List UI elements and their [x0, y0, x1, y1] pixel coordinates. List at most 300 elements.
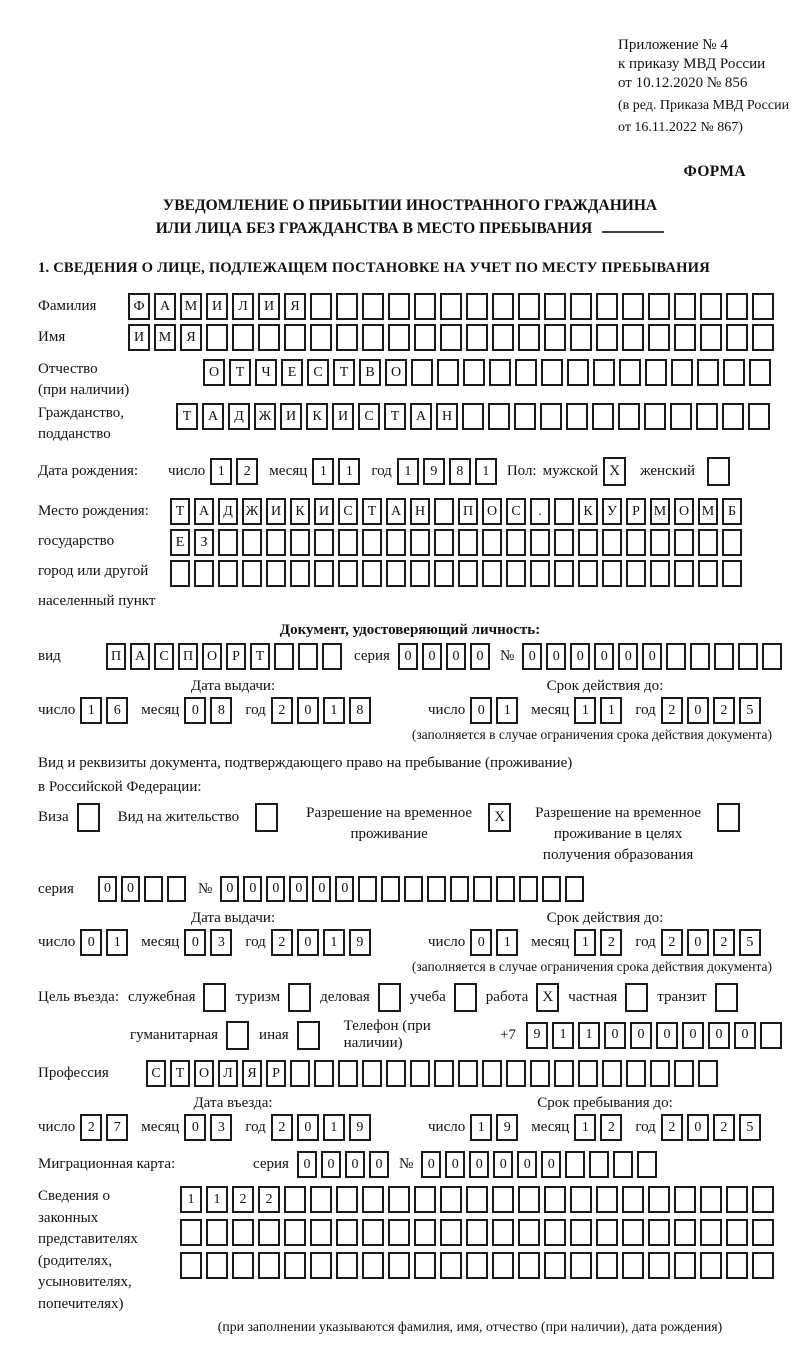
- char-cell[interactable]: [242, 560, 262, 587]
- char-cell[interactable]: М: [698, 498, 718, 525]
- char-cell[interactable]: [232, 324, 254, 351]
- char-cell[interactable]: [362, 1219, 384, 1246]
- char-cell[interactable]: [440, 1186, 462, 1213]
- char-cell[interactable]: [314, 1060, 334, 1087]
- char-cell[interactable]: Р: [226, 643, 246, 670]
- char-cell[interactable]: 0: [398, 643, 418, 670]
- char-cell[interactable]: [714, 643, 734, 670]
- char-cell[interactable]: Л: [218, 1060, 238, 1087]
- char-cell[interactable]: [565, 876, 584, 902]
- char-cell[interactable]: 1: [574, 1114, 596, 1141]
- char-cell[interactable]: 2: [80, 1114, 102, 1141]
- char-cell[interactable]: [613, 1151, 633, 1178]
- char-cell[interactable]: [578, 1060, 598, 1087]
- char-cell[interactable]: В: [359, 359, 381, 386]
- char-cell[interactable]: [496, 876, 515, 902]
- char-cell[interactable]: 2: [713, 929, 735, 956]
- char-cell[interactable]: 0: [369, 1151, 389, 1178]
- char-cell[interactable]: О: [203, 359, 225, 386]
- char-cell[interactable]: [618, 403, 640, 430]
- char-cell[interactable]: [362, 324, 384, 351]
- char-cell[interactable]: 0: [297, 1151, 317, 1178]
- char-cell[interactable]: 0: [470, 697, 492, 724]
- char-cell[interactable]: 0: [522, 643, 542, 670]
- char-cell[interactable]: [404, 876, 423, 902]
- char-cell[interactable]: [450, 876, 469, 902]
- char-cell[interactable]: [749, 359, 771, 386]
- char-cell[interactable]: [362, 560, 382, 587]
- char-cell[interactable]: 1: [323, 697, 345, 724]
- temp-residence-edu-checkbox[interactable]: [717, 803, 740, 832]
- char-cell[interactable]: Т: [170, 1060, 190, 1087]
- char-cell[interactable]: 0: [445, 1151, 465, 1178]
- char-cell[interactable]: [410, 560, 430, 587]
- char-cell[interactable]: 9: [496, 1114, 518, 1141]
- char-cell[interactable]: [258, 324, 280, 351]
- char-cell[interactable]: [648, 1252, 670, 1279]
- char-cell[interactable]: [314, 529, 334, 556]
- char-cell[interactable]: 1: [475, 458, 497, 485]
- char-cell[interactable]: [194, 560, 214, 587]
- char-cell[interactable]: П: [458, 498, 478, 525]
- char-cell[interactable]: И: [128, 324, 150, 351]
- char-cell[interactable]: [700, 324, 722, 351]
- gender-female-checkbox[interactable]: [707, 457, 730, 486]
- char-cell[interactable]: [284, 1219, 306, 1246]
- char-cell[interactable]: Е: [170, 529, 190, 556]
- char-cell[interactable]: [700, 1252, 722, 1279]
- char-cell[interactable]: 0: [470, 643, 490, 670]
- char-cell[interactable]: [626, 560, 646, 587]
- char-cell[interactable]: [473, 876, 492, 902]
- char-cell[interactable]: О: [194, 1060, 214, 1087]
- char-cell[interactable]: И: [206, 293, 228, 320]
- char-cell[interactable]: [388, 1186, 410, 1213]
- char-cell[interactable]: [338, 529, 358, 556]
- char-cell[interactable]: 8: [449, 458, 471, 485]
- char-cell[interactable]: 1: [338, 458, 360, 485]
- char-cell[interactable]: [674, 293, 696, 320]
- char-cell[interactable]: [554, 560, 574, 587]
- char-cell[interactable]: [492, 1219, 514, 1246]
- char-cell[interactable]: [144, 876, 163, 902]
- char-cell[interactable]: [410, 529, 430, 556]
- char-cell[interactable]: С: [307, 359, 329, 386]
- char-cell[interactable]: 0: [687, 697, 709, 724]
- char-cell[interactable]: [726, 324, 748, 351]
- char-cell[interactable]: [414, 293, 436, 320]
- char-cell[interactable]: 1: [210, 458, 232, 485]
- char-cell[interactable]: [544, 1252, 566, 1279]
- char-cell[interactable]: 0: [734, 1022, 756, 1049]
- char-cell[interactable]: 2: [713, 1114, 735, 1141]
- char-cell[interactable]: К: [306, 403, 328, 430]
- char-cell[interactable]: [554, 529, 574, 556]
- char-cell[interactable]: [206, 1219, 228, 1246]
- char-cell[interactable]: 1: [106, 929, 128, 956]
- char-cell[interactable]: 0: [570, 643, 590, 670]
- char-cell[interactable]: И: [332, 403, 354, 430]
- char-cell[interactable]: [463, 359, 485, 386]
- char-cell[interactable]: [388, 1219, 410, 1246]
- char-cell[interactable]: [434, 560, 454, 587]
- char-cell[interactable]: [723, 359, 745, 386]
- char-cell[interactable]: [722, 560, 742, 587]
- char-cell[interactable]: [298, 643, 318, 670]
- char-cell[interactable]: 3: [210, 1114, 232, 1141]
- char-cell[interactable]: А: [410, 403, 432, 430]
- char-cell[interactable]: [362, 293, 384, 320]
- char-cell[interactable]: 1: [578, 1022, 600, 1049]
- char-cell[interactable]: [666, 643, 686, 670]
- char-cell[interactable]: [310, 1186, 332, 1213]
- char-cell[interactable]: [570, 1219, 592, 1246]
- char-cell[interactable]: [488, 403, 510, 430]
- char-cell[interactable]: [386, 529, 406, 556]
- char-cell[interactable]: [386, 560, 406, 587]
- char-cell[interactable]: [362, 529, 382, 556]
- char-cell[interactable]: О: [482, 498, 502, 525]
- char-cell[interactable]: .: [530, 498, 550, 525]
- char-cell[interactable]: [180, 1219, 202, 1246]
- char-cell[interactable]: [434, 498, 454, 525]
- char-cell[interactable]: У: [602, 498, 622, 525]
- char-cell[interactable]: [458, 529, 478, 556]
- char-cell[interactable]: М: [154, 324, 176, 351]
- char-cell[interactable]: [752, 1252, 774, 1279]
- char-cell[interactable]: [458, 1060, 478, 1087]
- char-cell[interactable]: [722, 403, 744, 430]
- char-cell[interactable]: 9: [526, 1022, 548, 1049]
- char-cell[interactable]: [648, 324, 670, 351]
- char-cell[interactable]: [700, 1186, 722, 1213]
- char-cell[interactable]: [530, 560, 550, 587]
- char-cell[interactable]: [414, 1219, 436, 1246]
- char-cell[interactable]: [411, 359, 433, 386]
- char-cell[interactable]: [674, 529, 694, 556]
- char-cell[interactable]: З: [194, 529, 214, 556]
- char-cell[interactable]: [492, 293, 514, 320]
- char-cell[interactable]: [284, 324, 306, 351]
- char-cell[interactable]: [506, 1060, 526, 1087]
- char-cell[interactable]: Т: [250, 643, 270, 670]
- char-cell[interactable]: 0: [80, 929, 102, 956]
- char-cell[interactable]: Н: [410, 498, 430, 525]
- char-cell[interactable]: [427, 876, 446, 902]
- char-cell[interactable]: П: [178, 643, 198, 670]
- char-cell[interactable]: 0: [656, 1022, 678, 1049]
- char-cell[interactable]: [310, 1252, 332, 1279]
- char-cell[interactable]: [362, 1252, 384, 1279]
- char-cell[interactable]: 2: [236, 458, 258, 485]
- char-cell[interactable]: [596, 324, 618, 351]
- char-cell[interactable]: [738, 643, 758, 670]
- char-cell[interactable]: [644, 403, 666, 430]
- char-cell[interactable]: [697, 359, 719, 386]
- char-cell[interactable]: [762, 643, 782, 670]
- char-cell[interactable]: Ч: [255, 359, 277, 386]
- char-cell[interactable]: [596, 1186, 618, 1213]
- char-cell[interactable]: [648, 293, 670, 320]
- char-cell[interactable]: Т: [384, 403, 406, 430]
- char-cell[interactable]: [544, 1219, 566, 1246]
- char-cell[interactable]: 9: [349, 929, 371, 956]
- char-cell[interactable]: [338, 560, 358, 587]
- char-cell[interactable]: 6: [106, 697, 128, 724]
- char-cell[interactable]: [648, 1186, 670, 1213]
- char-cell[interactable]: [437, 359, 459, 386]
- char-cell[interactable]: [388, 293, 410, 320]
- char-cell[interactable]: 1: [323, 929, 345, 956]
- char-cell[interactable]: [650, 529, 670, 556]
- char-cell[interactable]: [698, 1060, 718, 1087]
- char-cell[interactable]: [434, 1060, 454, 1087]
- char-cell[interactable]: [726, 1252, 748, 1279]
- char-cell[interactable]: 1: [312, 458, 334, 485]
- char-cell[interactable]: [544, 324, 566, 351]
- char-cell[interactable]: [596, 1252, 618, 1279]
- char-cell[interactable]: [381, 876, 400, 902]
- char-cell[interactable]: [565, 1151, 585, 1178]
- char-cell[interactable]: 5: [739, 929, 761, 956]
- char-cell[interactable]: 8: [349, 697, 371, 724]
- char-cell[interactable]: [650, 560, 670, 587]
- char-cell[interactable]: [554, 498, 574, 525]
- char-cell[interactable]: П: [106, 643, 126, 670]
- char-cell[interactable]: Л: [232, 293, 254, 320]
- char-cell[interactable]: Я: [242, 1060, 262, 1087]
- char-cell[interactable]: [232, 1252, 254, 1279]
- char-cell[interactable]: 0: [289, 876, 308, 902]
- char-cell[interactable]: 1: [323, 1114, 345, 1141]
- char-cell[interactable]: 0: [297, 929, 319, 956]
- char-cell[interactable]: 1: [496, 697, 518, 724]
- char-cell[interactable]: [698, 560, 718, 587]
- char-cell[interactable]: Т: [333, 359, 355, 386]
- char-cell[interactable]: [336, 293, 358, 320]
- char-cell[interactable]: Я: [284, 293, 306, 320]
- char-cell[interactable]: 2: [271, 1114, 293, 1141]
- char-cell[interactable]: [540, 403, 562, 430]
- char-cell[interactable]: [242, 529, 262, 556]
- char-cell[interactable]: [258, 1252, 280, 1279]
- char-cell[interactable]: [466, 1186, 488, 1213]
- char-cell[interactable]: [266, 529, 286, 556]
- char-cell[interactable]: [602, 560, 622, 587]
- char-cell[interactable]: 1: [552, 1022, 574, 1049]
- char-cell[interactable]: [602, 1060, 622, 1087]
- char-cell[interactable]: [519, 876, 538, 902]
- char-cell[interactable]: 1: [574, 929, 596, 956]
- char-cell[interactable]: [592, 403, 614, 430]
- char-cell[interactable]: [518, 1219, 540, 1246]
- char-cell[interactable]: [410, 1060, 430, 1087]
- char-cell[interactable]: С: [506, 498, 526, 525]
- char-cell[interactable]: 2: [271, 929, 293, 956]
- char-cell[interactable]: [570, 324, 592, 351]
- char-cell[interactable]: Т: [362, 498, 382, 525]
- char-cell[interactable]: [515, 359, 537, 386]
- char-cell[interactable]: 9: [349, 1114, 371, 1141]
- char-cell[interactable]: 2: [271, 697, 293, 724]
- char-cell[interactable]: О: [202, 643, 222, 670]
- char-cell[interactable]: [674, 324, 696, 351]
- char-cell[interactable]: [570, 1252, 592, 1279]
- char-cell[interactable]: [544, 293, 566, 320]
- char-cell[interactable]: 0: [312, 876, 331, 902]
- char-cell[interactable]: 2: [661, 1114, 683, 1141]
- char-cell[interactable]: Я: [180, 324, 202, 351]
- char-cell[interactable]: [674, 1219, 696, 1246]
- char-cell[interactable]: [482, 560, 502, 587]
- char-cell[interactable]: 0: [421, 1151, 441, 1178]
- char-cell[interactable]: [541, 359, 563, 386]
- visa-checkbox[interactable]: [77, 803, 100, 832]
- gender-male-checkbox[interactable]: X: [603, 457, 626, 486]
- char-cell[interactable]: [492, 1252, 514, 1279]
- char-cell[interactable]: 0: [184, 697, 206, 724]
- char-cell[interactable]: 0: [682, 1022, 704, 1049]
- char-cell[interactable]: [489, 359, 511, 386]
- char-cell[interactable]: Н: [436, 403, 458, 430]
- purpose-humanitarian-checkbox[interactable]: [226, 1021, 249, 1050]
- char-cell[interactable]: [266, 560, 286, 587]
- char-cell[interactable]: [726, 293, 748, 320]
- char-cell[interactable]: [414, 1252, 436, 1279]
- char-cell[interactable]: [290, 560, 310, 587]
- char-cell[interactable]: А: [202, 403, 224, 430]
- char-cell[interactable]: [622, 1219, 644, 1246]
- char-cell[interactable]: [578, 560, 598, 587]
- char-cell[interactable]: 2: [713, 697, 735, 724]
- char-cell[interactable]: А: [386, 498, 406, 525]
- char-cell[interactable]: [645, 359, 667, 386]
- char-cell[interactable]: [530, 529, 550, 556]
- char-cell[interactable]: [567, 359, 589, 386]
- char-cell[interactable]: [674, 1060, 694, 1087]
- char-cell[interactable]: А: [194, 498, 214, 525]
- char-cell[interactable]: [752, 324, 774, 351]
- char-cell[interactable]: С: [146, 1060, 166, 1087]
- char-cell[interactable]: Б: [722, 498, 742, 525]
- char-cell[interactable]: [760, 1022, 782, 1049]
- char-cell[interactable]: Р: [266, 1060, 286, 1087]
- char-cell[interactable]: 0: [184, 1114, 206, 1141]
- char-cell[interactable]: 0: [708, 1022, 730, 1049]
- char-cell[interactable]: Ф: [128, 293, 150, 320]
- char-cell[interactable]: [167, 876, 186, 902]
- char-cell[interactable]: 0: [266, 876, 285, 902]
- char-cell[interactable]: 0: [243, 876, 262, 902]
- char-cell[interactable]: 0: [630, 1022, 652, 1049]
- char-cell[interactable]: [466, 1252, 488, 1279]
- purpose-work-checkbox[interactable]: X: [536, 983, 559, 1012]
- char-cell[interactable]: [466, 1219, 488, 1246]
- char-cell[interactable]: [696, 403, 718, 430]
- char-cell[interactable]: [570, 1186, 592, 1213]
- char-cell[interactable]: С: [154, 643, 174, 670]
- char-cell[interactable]: 2: [661, 929, 683, 956]
- char-cell[interactable]: 0: [220, 876, 239, 902]
- char-cell[interactable]: [314, 560, 334, 587]
- purpose-other-checkbox[interactable]: [297, 1021, 320, 1050]
- char-cell[interactable]: 0: [422, 643, 442, 670]
- char-cell[interactable]: 0: [335, 876, 354, 902]
- char-cell[interactable]: 0: [687, 1114, 709, 1141]
- char-cell[interactable]: 2: [232, 1186, 254, 1213]
- char-cell[interactable]: М: [180, 293, 202, 320]
- char-cell[interactable]: [284, 1186, 306, 1213]
- char-cell[interactable]: Т: [176, 403, 198, 430]
- char-cell[interactable]: [637, 1151, 657, 1178]
- char-cell[interactable]: [518, 1186, 540, 1213]
- char-cell[interactable]: [336, 324, 358, 351]
- char-cell[interactable]: [414, 324, 436, 351]
- char-cell[interactable]: [514, 403, 536, 430]
- char-cell[interactable]: [578, 529, 598, 556]
- char-cell[interactable]: Т: [229, 359, 251, 386]
- char-cell[interactable]: [284, 1252, 306, 1279]
- char-cell[interactable]: 0: [297, 1114, 319, 1141]
- char-cell[interactable]: 0: [446, 643, 466, 670]
- char-cell[interactable]: [388, 324, 410, 351]
- char-cell[interactable]: [506, 560, 526, 587]
- char-cell[interactable]: [518, 324, 540, 351]
- char-cell[interactable]: Т: [170, 498, 190, 525]
- char-cell[interactable]: [596, 1219, 618, 1246]
- char-cell[interactable]: 8: [210, 697, 232, 724]
- char-cell[interactable]: [440, 1252, 462, 1279]
- char-cell[interactable]: 2: [600, 929, 622, 956]
- char-cell[interactable]: [700, 293, 722, 320]
- char-cell[interactable]: [748, 403, 770, 430]
- char-cell[interactable]: [206, 1252, 228, 1279]
- char-cell[interactable]: [752, 293, 774, 320]
- char-cell[interactable]: [626, 529, 646, 556]
- char-cell[interactable]: 2: [661, 697, 683, 724]
- char-cell[interactable]: [310, 1219, 332, 1246]
- char-cell[interactable]: [650, 1060, 670, 1087]
- char-cell[interactable]: [232, 1219, 254, 1246]
- char-cell[interactable]: [726, 1186, 748, 1213]
- purpose-study-checkbox[interactable]: [454, 983, 477, 1012]
- char-cell[interactable]: И: [314, 498, 334, 525]
- char-cell[interactable]: И: [266, 498, 286, 525]
- char-cell[interactable]: 0: [470, 929, 492, 956]
- char-cell[interactable]: К: [578, 498, 598, 525]
- char-cell[interactable]: [180, 1252, 202, 1279]
- char-cell[interactable]: [388, 1252, 410, 1279]
- char-cell[interactable]: И: [280, 403, 302, 430]
- char-cell[interactable]: [674, 1252, 696, 1279]
- char-cell[interactable]: 0: [98, 876, 117, 902]
- char-cell[interactable]: 0: [321, 1151, 341, 1178]
- char-cell[interactable]: [482, 1060, 502, 1087]
- residence-permit-checkbox[interactable]: [255, 803, 278, 832]
- char-cell[interactable]: [440, 293, 462, 320]
- char-cell[interactable]: М: [650, 498, 670, 525]
- char-cell[interactable]: 0: [618, 643, 638, 670]
- char-cell[interactable]: [310, 293, 332, 320]
- char-cell[interactable]: 1: [80, 697, 102, 724]
- char-cell[interactable]: [218, 560, 238, 587]
- char-cell[interactable]: А: [130, 643, 150, 670]
- char-cell[interactable]: 1: [470, 1114, 492, 1141]
- char-cell[interactable]: 2: [600, 1114, 622, 1141]
- char-cell[interactable]: [671, 359, 693, 386]
- char-cell[interactable]: [336, 1219, 358, 1246]
- char-cell[interactable]: [593, 359, 615, 386]
